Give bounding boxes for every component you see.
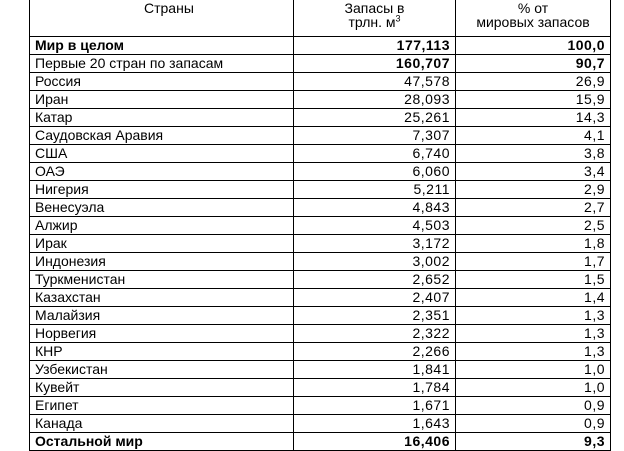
header-share-line1: % от [517, 0, 549, 16]
row-name: Казахстан [30, 289, 294, 307]
row-reserves: 25,261 [294, 109, 456, 127]
row-name: Мир в целом [30, 37, 294, 55]
table-row [30, 397, 611, 415]
table-row [30, 127, 611, 145]
row-share: 26,9 [456, 73, 611, 91]
row-share: 1,0 [456, 379, 611, 397]
row-share: 0,9 [456, 397, 611, 415]
row-name: Египет [30, 397, 294, 415]
row-reserves: 2,322 [294, 325, 456, 343]
row-share: 1,3 [456, 325, 611, 343]
row-share: 1,8 [456, 235, 611, 253]
row-name: Венесуэла [30, 199, 294, 217]
table-row [30, 109, 611, 127]
row-share: 1,4 [456, 289, 611, 307]
header-country: Страны [30, 0, 294, 37]
table-row [30, 91, 611, 109]
row-name: Первые 20 стран по запасам [30, 55, 294, 73]
row-share: 1,5 [456, 271, 611, 289]
gas-reserves-table [29, 0, 611, 451]
table-row [30, 235, 611, 253]
row-share: 90,7 [456, 55, 611, 73]
table-row-world-total [30, 37, 611, 55]
header-share [456, 0, 611, 37]
row-name: ОАЭ [30, 163, 294, 181]
row-name: Иран [30, 91, 294, 109]
table-row [30, 145, 611, 163]
row-name: Ирак [30, 235, 294, 253]
row-reserves: 1,784 [294, 379, 456, 397]
row-share: 2,7 [456, 199, 611, 217]
row-name: Алжир [30, 217, 294, 235]
row-share: 0,9 [456, 415, 611, 433]
row-name: Малайзия [30, 307, 294, 325]
row-share: 1,3 [456, 343, 611, 361]
row-name: Индонезия [30, 253, 294, 271]
row-reserves: 5,211 [294, 181, 456, 199]
table-row [30, 217, 611, 235]
table-row [30, 199, 611, 217]
header-share-line2: мировых запасов [476, 14, 590, 30]
row-reserves: 2,266 [294, 343, 456, 361]
row-share: 2,9 [456, 181, 611, 199]
row-reserves: 2,407 [294, 289, 456, 307]
row-reserves: 177,113 [294, 37, 456, 55]
row-name: Саудовская Аравия [30, 127, 294, 145]
table-row [30, 307, 611, 325]
header-reserves-line1: Запасы в [344, 0, 405, 16]
row-name: Остальной мир [30, 433, 294, 451]
table-row [30, 325, 611, 343]
table-row-top20 [30, 55, 611, 73]
row-name: Россия [30, 73, 294, 91]
row-share: 9,3 [456, 433, 611, 451]
row-name: Узбекистан [30, 361, 294, 379]
table-row [30, 379, 611, 397]
table-row-rest-of-world [30, 433, 611, 451]
row-reserves: 7,307 [294, 127, 456, 145]
row-name: Катар [30, 109, 294, 127]
row-name: Нигерия [30, 181, 294, 199]
row-share: 4,1 [456, 127, 611, 145]
row-reserves: 160,707 [294, 55, 456, 73]
row-reserves: 6,060 [294, 163, 456, 181]
table-row [30, 415, 611, 433]
row-reserves: 4,503 [294, 217, 456, 235]
row-reserves: 1,841 [294, 361, 456, 379]
row-reserves: 3,002 [294, 253, 456, 271]
row-reserves: 2,652 [294, 271, 456, 289]
table-row [30, 181, 611, 199]
row-name: Туркменистан [30, 271, 294, 289]
row-name: Норвегия [30, 325, 294, 343]
table-row [30, 163, 611, 181]
row-name: Канада [30, 415, 294, 433]
table-header-row [30, 0, 611, 37]
row-share: 14,3 [456, 109, 611, 127]
table-row [30, 343, 611, 361]
row-share: 3,8 [456, 145, 611, 163]
row-share: 1,7 [456, 253, 611, 271]
table-row [30, 73, 611, 91]
row-reserves: 16,406 [294, 433, 456, 451]
row-name: КНР [30, 343, 294, 361]
row-share: 2,5 [456, 217, 611, 235]
table-row [30, 361, 611, 379]
row-name: США [30, 145, 294, 163]
row-name: Кувейт [30, 379, 294, 397]
row-share: 3,4 [456, 163, 611, 181]
table-row [30, 289, 611, 307]
row-share: 1,3 [456, 307, 611, 325]
row-reserves: 1,671 [294, 397, 456, 415]
row-share: 100,0 [456, 37, 611, 55]
table-row [30, 253, 611, 271]
row-share: 1,0 [456, 361, 611, 379]
row-reserves: 2,351 [294, 307, 456, 325]
row-reserves: 47,578 [294, 73, 456, 91]
header-reserves-sup: 3 [395, 13, 401, 24]
row-reserves: 6,740 [294, 145, 456, 163]
row-reserves: 28,093 [294, 91, 456, 109]
header-reserves [294, 0, 456, 37]
header-reserves-line2: трлн. м [348, 14, 396, 30]
row-reserves: 1,643 [294, 415, 456, 433]
row-share: 15,9 [456, 91, 611, 109]
row-reserves: 4,843 [294, 199, 456, 217]
table-row [30, 271, 611, 289]
row-reserves: 3,172 [294, 235, 456, 253]
